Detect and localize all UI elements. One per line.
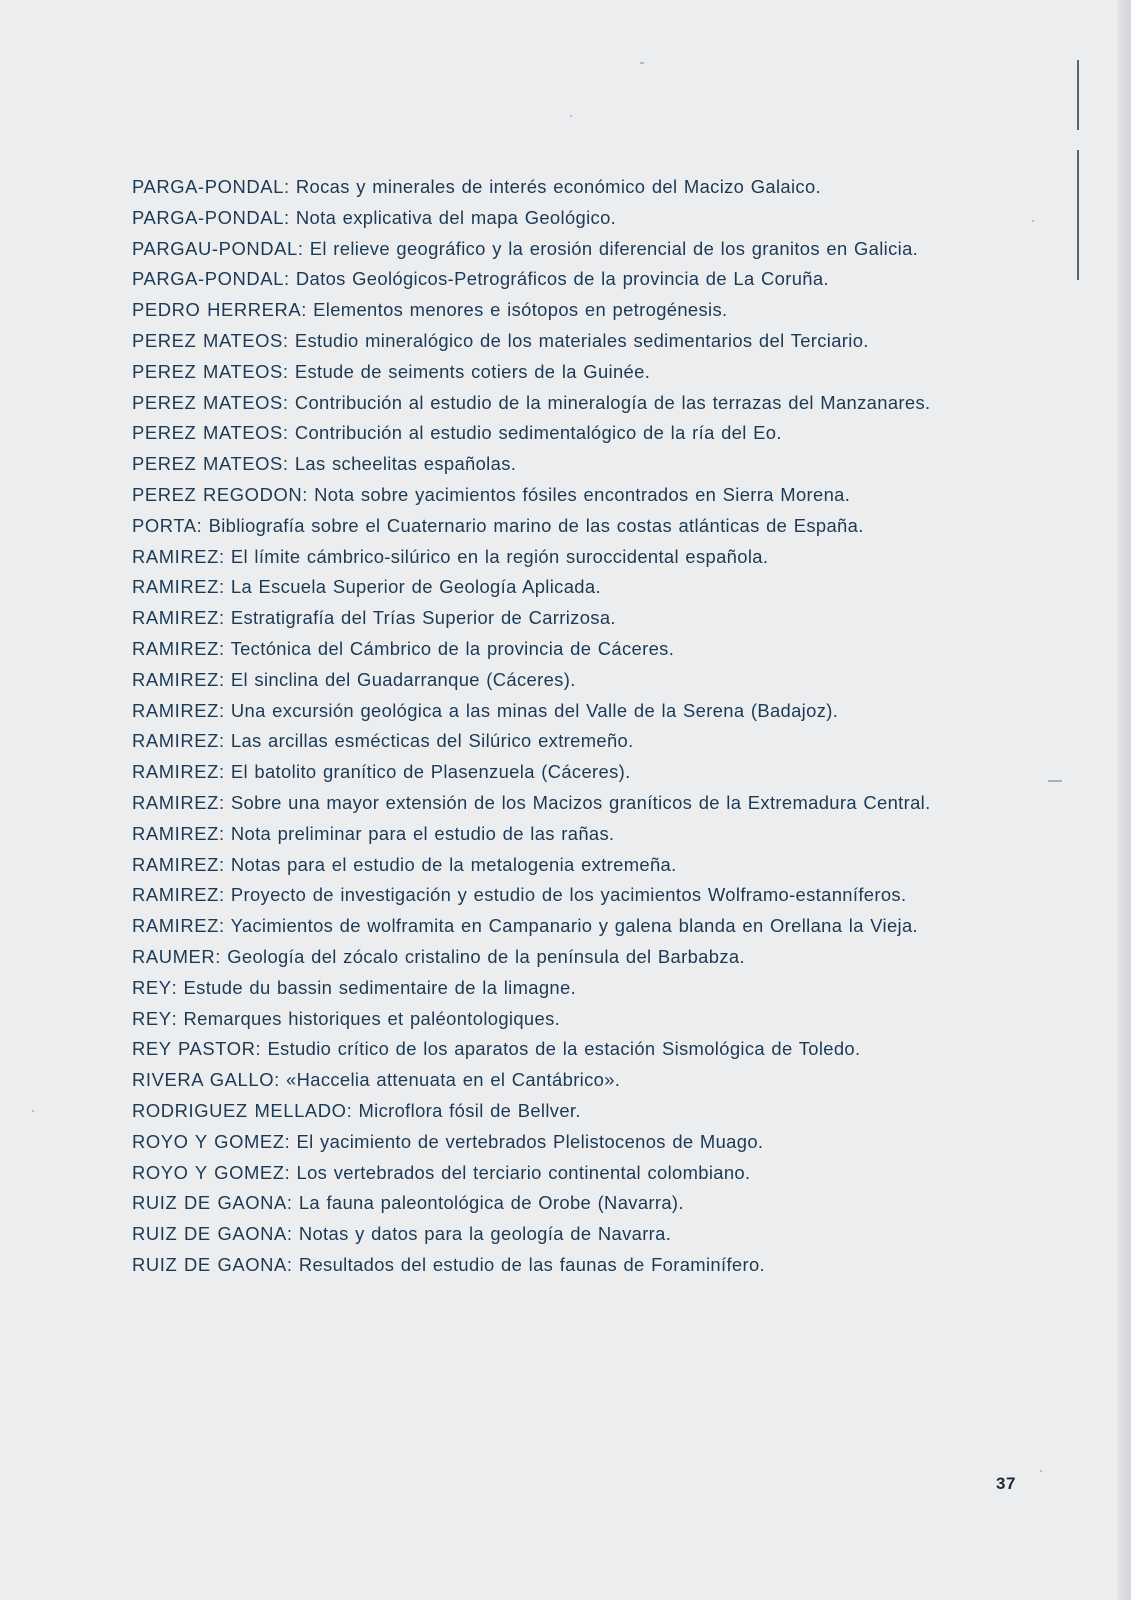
entry-separator: : <box>218 576 231 598</box>
entry-author: RAMIREZ <box>132 761 219 783</box>
entry-title: Notas y datos para la geología de Navarra. <box>298 1223 672 1245</box>
scan-speck <box>570 115 572 117</box>
bibliography-entry <box>88 634 964 665</box>
entry-separator: : <box>286 1223 299 1245</box>
bibliography-entry <box>88 172 964 203</box>
bibliography-entry <box>88 511 964 542</box>
entry-title: Datos Geológicos-Petrográficos de la provincia de La Coruña. <box>295 268 829 290</box>
entry-title: Notas para el estudio de la metalogenia extremeña. <box>230 853 677 875</box>
entry-separator: : <box>282 360 295 382</box>
bibliography-entry <box>88 1096 964 1127</box>
entry-author: PEREZ REGODON <box>132 483 303 505</box>
entry-author: RUIZ DE GAONA <box>132 1253 287 1275</box>
bibliography-entry <box>88 264 964 295</box>
entry-title: Sobre una mayor extensión de los Macizos graníticos de la Extremadura Central. <box>230 791 931 813</box>
page-edge-shadow <box>1117 0 1131 1600</box>
entry-author: RAMIREZ <box>132 884 219 906</box>
entry-author: PARGAU-PONDAL <box>132 237 298 259</box>
entry-title: Una excursión geológica a las minas del Valle de la Serena (Badajoz). <box>230 699 839 721</box>
entry-author: RIVERA GALLO <box>132 1069 275 1091</box>
entry-title: Contribución al estudio de la mineralogía de las terrazas del Manzanares. <box>294 391 931 413</box>
entry-author: RAMIREZ <box>132 822 219 844</box>
entry-separator: : <box>215 945 228 967</box>
entry-separator: : <box>274 1069 287 1091</box>
entry-title: Geología del zócalo cristalino de la península del Barbabza. <box>227 945 745 967</box>
entry-author: RAMIREZ <box>132 699 219 721</box>
entry-separator: : <box>282 391 295 413</box>
entry-separator: : <box>218 607 231 629</box>
bibliography-entry <box>88 1127 964 1158</box>
bibliography-entry <box>88 942 964 973</box>
entry-title: La Escuela Superior de Geología Aplicada. <box>230 576 601 598</box>
entry-title: El relieve geográfico y la erosión diferencial de los granitos en Galicia. <box>309 237 919 259</box>
entry-author: RAMIREZ <box>132 607 219 629</box>
bibliography-entry <box>88 572 964 603</box>
bibliography-entry <box>88 388 964 419</box>
bibliography-entry <box>88 480 964 511</box>
entry-separator: : <box>218 791 231 813</box>
entry-title: Nota sobre yacimientos fósiles encontrados en Sierra Morena. <box>314 483 851 505</box>
entry-author: REY <box>132 1007 172 1029</box>
bibliography-entry <box>88 696 964 727</box>
entry-author: RAMIREZ <box>132 576 219 598</box>
entry-title: Estratigrafía del Trías Superior de Carrizosa. <box>230 607 616 629</box>
entry-title: El sinclina del Guadarranque (Cáceres). <box>230 668 576 690</box>
entry-separator: : <box>282 422 295 444</box>
entry-separator: : <box>218 730 231 752</box>
bibliography-entry <box>88 788 964 819</box>
entry-separator: : <box>301 299 314 321</box>
entry-title: Las scheelitas españolas. <box>294 453 517 475</box>
entry-separator: : <box>284 1130 297 1152</box>
entry-author: PEREZ MATEOS <box>132 360 283 382</box>
entry-title: El yacimiento de vertebrados Plelistocenos de Muago. <box>296 1130 764 1152</box>
entry-separator: : <box>297 237 310 259</box>
entry-title: «Haccelia attenuata en el Cantábrico». <box>286 1069 621 1091</box>
entry-author: RAMIREZ <box>132 668 219 690</box>
entry-title: Las arcillas esmécticas del Silúrico extremeño. <box>230 730 634 752</box>
page-number: 37 <box>996 1474 1016 1493</box>
bibliography-entry <box>88 1250 964 1281</box>
entry-author: REY <box>132 976 172 998</box>
entry-separator: : <box>218 915 231 937</box>
bibliography-entry <box>88 418 964 449</box>
entry-author: PEREZ MATEOS <box>132 329 283 351</box>
entry-author: RUIZ DE GAONA <box>132 1192 287 1214</box>
entry-separator: : <box>218 668 231 690</box>
entry-author: REY PASTOR <box>132 1038 256 1060</box>
entry-separator: : <box>284 1161 297 1183</box>
bibliography-entry <box>88 665 964 696</box>
scan-speck <box>1048 780 1062 782</box>
entry-separator: : <box>286 1253 299 1275</box>
entry-title: Proyecto de investigación y estudio de los yacimientos Wolframo-estanníferos. <box>230 884 907 906</box>
entry-author: RAMIREZ <box>132 791 219 813</box>
entry-title: Elementos menores e isótopos en petrogénesis. <box>313 299 728 321</box>
entry-author: RAUMER <box>132 945 216 967</box>
entry-author: RODRIGUEZ MELLADO <box>132 1099 347 1121</box>
entry-separator: : <box>218 637 231 659</box>
entry-author: RAMIREZ <box>132 915 219 937</box>
bibliography-entry <box>88 1158 964 1189</box>
entry-title: Estudio mineralógico de los materiales sedimentarios del Terciario. <box>294 329 869 351</box>
entry-separator: : <box>218 699 231 721</box>
scan-speck <box>32 1110 34 1112</box>
entry-title: Estude de seiments cotiers de la Guinée. <box>294 360 651 382</box>
bibliography-entry <box>88 726 964 757</box>
entry-separator: : <box>282 453 295 475</box>
entry-author: ROYO Y GOMEZ <box>132 1130 285 1152</box>
entry-separator: : <box>282 329 295 351</box>
scan-speck <box>1040 1470 1042 1472</box>
entry-author: PEREZ MATEOS <box>132 453 283 475</box>
entry-title: Resultados del estudio de las faunas de Foraminífero. <box>298 1253 765 1275</box>
bibliography-entry <box>88 1188 964 1219</box>
entry-author: PARGA-PONDAL <box>132 176 284 197</box>
entry-title: El batolito granítico de Plasenzuela (Cáceres). <box>230 761 631 783</box>
bibliography-entry <box>88 1219 964 1250</box>
entry-title: Nota preliminar para el estudio de las rañas. <box>230 822 615 844</box>
entry-title: Estude du bassin sedimentaire de la limagne. <box>183 976 577 998</box>
entry-title: Tectónica del Cámbrico de la provincia de Cáceres. <box>230 637 675 659</box>
entry-separator: : <box>171 976 184 998</box>
entry-separator: : <box>283 268 296 290</box>
bibliography-entry <box>88 234 964 265</box>
entry-separator: : <box>346 1099 359 1121</box>
entry-separator: : <box>218 853 231 875</box>
bibliography-entry <box>88 1065 964 1096</box>
bibliography-entry <box>88 850 964 881</box>
entry-author: RAMIREZ <box>132 637 219 659</box>
bibliography-entry <box>88 295 964 326</box>
entry-author: PEDRO HERRERA <box>132 299 302 321</box>
entry-title: El límite cámbrico-silúrico en la región suroccidental española. <box>230 545 769 567</box>
bibliography-entry <box>88 603 964 634</box>
entry-separator: : <box>218 545 231 567</box>
entry-author: PARGA-PONDAL <box>132 206 284 228</box>
entry-title: Bibliografía sobre el Cuaternario marino de las costas atlánticas de España. <box>208 514 864 536</box>
entry-separator: : <box>302 483 315 505</box>
entry-separator: : <box>218 761 231 783</box>
margin-mark <box>1077 150 1079 280</box>
bibliography-entry <box>88 1034 964 1065</box>
entry-separator: : <box>171 1007 184 1029</box>
bibliography-entry <box>88 757 964 788</box>
entry-author: PEREZ MATEOS <box>132 391 283 413</box>
entry-author: ROYO Y GOMEZ <box>132 1161 285 1183</box>
entry-author: RAMIREZ <box>132 545 219 567</box>
entry-author: PORTA <box>132 514 197 536</box>
bibliography-list <box>88 172 964 1281</box>
entry-separator: : <box>283 206 296 228</box>
entry-title: Rocas y minerales de interés económico del Macizo Galaico. <box>295 176 821 197</box>
entry-separator: : <box>255 1038 268 1060</box>
entry-author: RUIZ DE GAONA <box>132 1223 287 1245</box>
entry-separator: : <box>286 1192 299 1214</box>
margin-mark <box>1077 60 1079 130</box>
bibliography-entry <box>88 973 964 1004</box>
entry-title: La fauna paleontológica de Orobe (Navarra). <box>298 1192 684 1214</box>
entry-title: Microflora fósil de Bellver. <box>358 1099 581 1121</box>
entry-title: Contribución al estudio sedimentalógico de la ría del Eo. <box>294 422 782 444</box>
scan-speck <box>1032 220 1034 222</box>
entry-author: PARGA-PONDAL <box>132 268 284 290</box>
bibliography-entry <box>88 542 964 573</box>
bibliography-entry <box>88 357 964 388</box>
entry-separator: : <box>283 176 296 197</box>
entry-separator: : <box>196 514 209 536</box>
entry-title: Los vertebrados del terciario continental colombiano. <box>296 1161 751 1183</box>
bibliography-entry <box>88 449 964 480</box>
entry-title: Nota explicativa del mapa Geológico. <box>295 206 617 228</box>
entry-author: RAMIREZ <box>132 853 219 875</box>
bibliography-entry <box>88 1004 964 1035</box>
bibliography-entry <box>88 880 964 911</box>
bibliography-entry <box>88 819 964 850</box>
bibliography-entry <box>88 203 964 234</box>
bibliography-entry <box>88 911 964 942</box>
entry-title: Estudio crítico de los aparatos de la estación Sismológica de Toledo. <box>267 1038 861 1060</box>
entry-title: Yacimientos de wolframita en Campanario y galena blanda en Orellana la Vieja. <box>230 915 919 937</box>
scan-speck <box>640 62 644 64</box>
entry-author: RAMIREZ <box>132 730 219 752</box>
entry-separator: : <box>218 822 231 844</box>
entry-title: Remarques historiques et paléontologiques. <box>183 1007 561 1029</box>
bibliography-entry <box>88 326 964 357</box>
entry-author: PEREZ MATEOS <box>132 422 283 444</box>
entry-separator: : <box>218 884 231 906</box>
